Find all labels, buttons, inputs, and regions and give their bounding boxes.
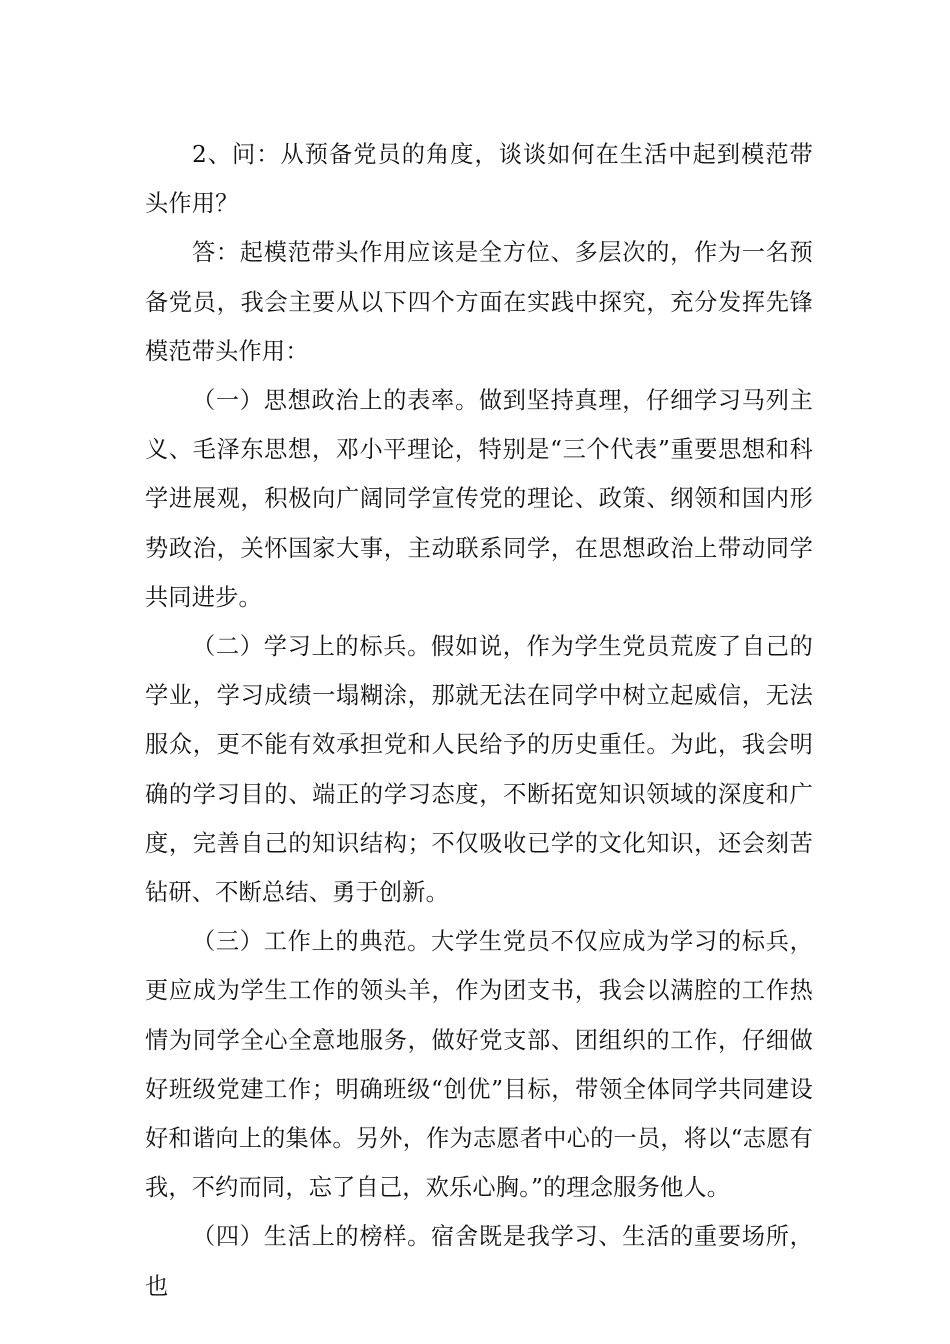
point-two-paragraph: （二）学习上的标兵。假如说，作为学生党员荒废了自己的学业，学习成绩一塌糊涂，那就无法在同学中树立起威信，无法服众，更不能有效承担党和人民给予的历史重任。为此，我会明确的学习目的、端正的学习态度，不断拓宽知识领域的深度和广度，完善自己的知识结构；不仅吸收已学的文化知识，还会刻苦钻研、不断总结、勇于创新。 xyxy=(145,633,813,907)
point-three-paragraph: （三）工作上的典范。大学生党员不仅应成为学习的标兵，更应成为学生工作的领头羊，作为团支书，我会以满腔的工作热情为同学全心全意地服务，做好党支部、团组织的工作，仔细做好班级党建工作；明确班级“创优”目标，带领全体同学共同建设好和谐向上的集体。另外，作为志愿者中心的一员，将以“志愿有我，不约而同，忘了自己，欢乐心胸。”的理念服务他人。 xyxy=(145,928,813,1202)
question-paragraph: 2、问：从预备党员的角度，谈谈如何在生活中起到模范带头作用？ xyxy=(145,141,813,218)
point-four-paragraph: （四）生活上的榜样。宿舍既是我学习、生活的重要场所，也 xyxy=(145,1223,813,1300)
document-body xyxy=(145,130,813,1311)
point-one-paragraph: （一）思想政治上的表率。做到坚持真理，仔细学习马列主义、毛泽东思想，邓小平理论，特别是“三个代表”重要思想和科学进展观，积极向广阔同学宣传党的理论、政策、纲领和国内形势政治，关怀国家大事，主动联系同学，在思想政治上带动同学共同进步。 xyxy=(145,387,813,611)
answer-intro-paragraph: 答：起模范带头作用应该是全方位、多层次的，作为一名预备党员，我会主要从以下四个方面在实践中探究，充分发挥先锋模范带头作用： xyxy=(145,239,813,365)
